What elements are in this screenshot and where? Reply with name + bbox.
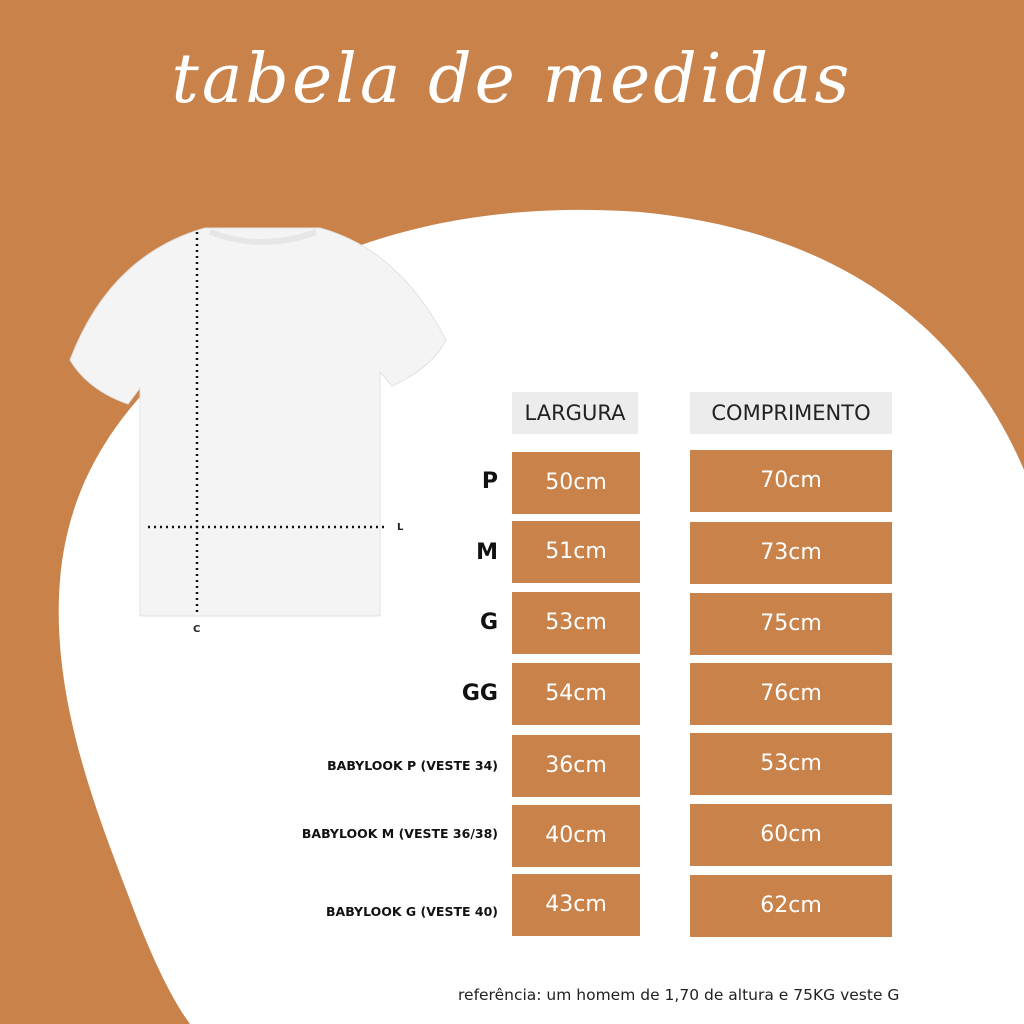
size-label: BABYLOOK G (VESTE 40) (326, 904, 498, 919)
width-cell: 50cm (512, 452, 640, 514)
width-cell: 54cm (512, 663, 640, 725)
width-cell: 36cm (512, 735, 640, 797)
header-length: COMPRIMENTO (690, 392, 892, 434)
width-measure-label: L (397, 522, 404, 533)
length-cell: 75cm (690, 593, 892, 655)
size-label: BABYLOOK M (VESTE 36/38) (301, 826, 498, 841)
reference-note: referência: um homem de 1,70 de altura e 75KG veste G (458, 986, 900, 1004)
length-cell: 62cm (690, 875, 892, 937)
length-cell: 73cm (690, 522, 892, 584)
size-label: BABYLOOK P (VESTE 34) (327, 758, 498, 773)
width-cell: 53cm (512, 592, 640, 654)
length-cell: 70cm (690, 450, 892, 512)
size-label: P (481, 469, 498, 494)
size-label: GG (461, 681, 498, 706)
size-label: M (476, 540, 498, 565)
length-cell: 76cm (690, 663, 892, 725)
width-cell: 51cm (512, 521, 640, 583)
page-title: tabela de medidas (171, 40, 853, 119)
length-cell: 60cm (690, 804, 892, 866)
length-measure-label: C (193, 624, 201, 635)
width-cell: 40cm (512, 805, 640, 867)
size-label: G (479, 610, 498, 635)
length-cell: 53cm (690, 733, 892, 795)
width-cell: 43cm (512, 874, 640, 936)
header-width: LARGURA (512, 392, 638, 434)
